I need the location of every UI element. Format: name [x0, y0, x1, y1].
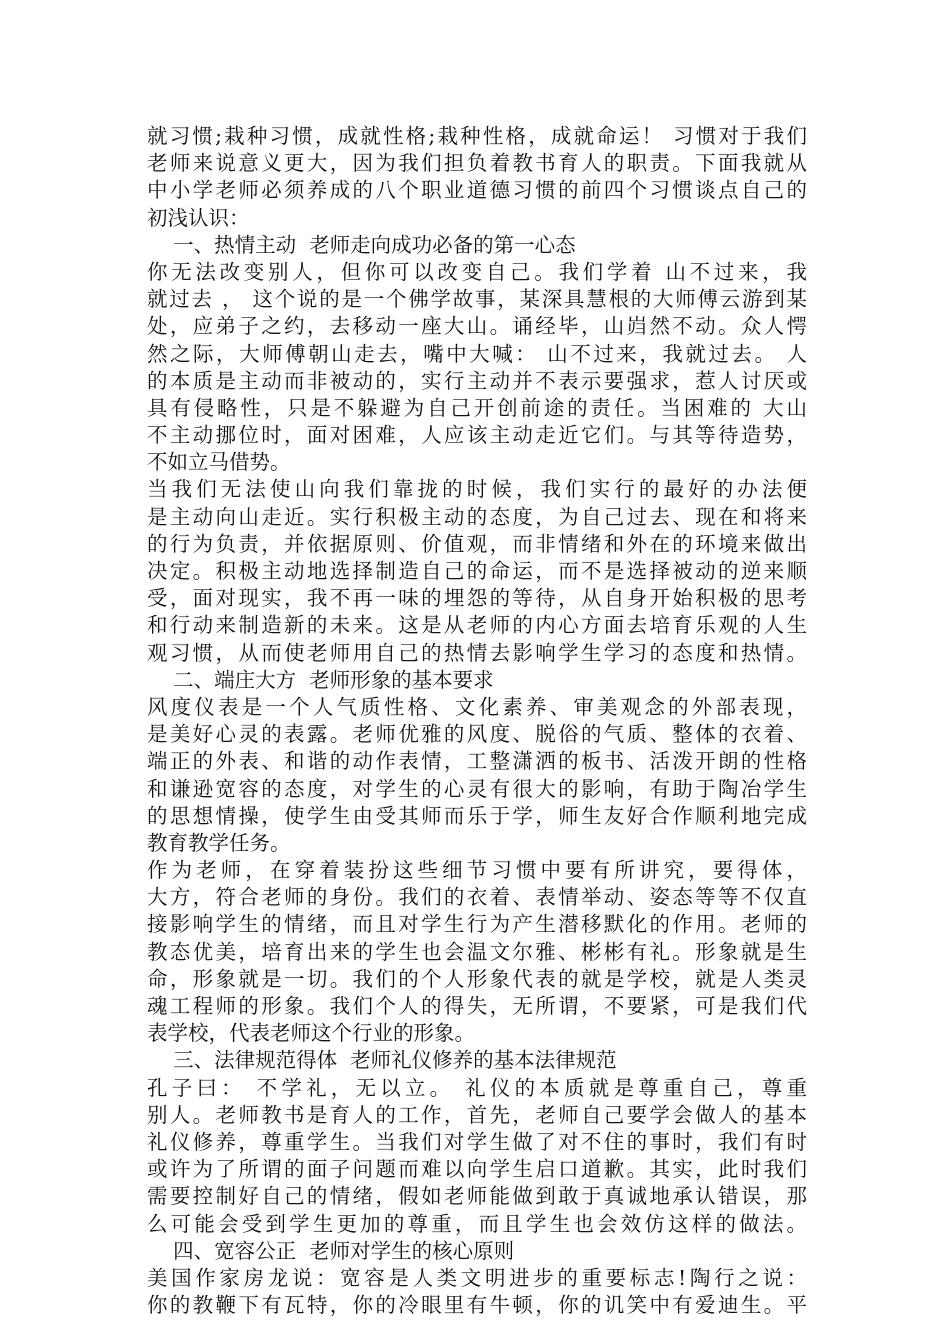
text-line: 别人。老师教书是育人的工作，首先，老师自己要学会做人的基本: [147, 1102, 807, 1127]
text-line: 作为老师，在穿着装扮这些细节习惯中要有所讲究，要得体，: [147, 858, 807, 883]
text-line: 初浅认识：: [147, 205, 250, 230]
text-line: 孔子曰： 不学礼，无以立。 礼仪的本质就是尊重自己，尊重: [147, 1075, 807, 1100]
body-text: [147, 123, 807, 1319]
text-line: 大方，符合老师的身份。我们的衣着、表情举动、姿态等等不仅直: [147, 885, 807, 910]
text-line: 礼仪修养，尊重学生。当我们对学生做了对不住的事时，我们有时: [147, 1129, 807, 1154]
text-line: 的行为负责，并依据原则、价值观，而非情绪和外在的环境来做出: [147, 531, 807, 556]
text-line: 然之际，大师傅朝山走去，嘴中大喊： 山不过来，我就过去。 人: [147, 341, 807, 366]
text-line: 或许为了所谓的面子问题而难以向学生启口道歉。其实，此时我们: [147, 1157, 807, 1182]
text-line: 四、宽容公正 老师对学生的核心原则: [147, 1238, 515, 1263]
text-line: 教育教学任务。: [147, 830, 291, 855]
text-line: 魂工程师的形象。我们个人的得失，无所谓，不要紧，可是我们代: [147, 994, 807, 1018]
text-line: 的思想情操，使学生由受其师而乐于学，师生友好合作顺利地完成: [147, 803, 807, 828]
text-line: 命，形象就是一切。我们的个人形象代表的就是学校，就是人类灵: [147, 966, 807, 991]
text-line: 受，面对现实，我不再一味的埋怨的等待，从自身开始积极的思考: [147, 586, 807, 611]
text-line: 接影响学生的情绪，而且对学生行为产生潜移默化的作用。老师的: [147, 912, 807, 937]
text-line: 需要控制好自己的情绪，假如老师能做到敢于真诚地承认错误，那: [147, 1184, 807, 1209]
text-line: 美国作家房龙说：宽容是人类文明进步的重要标志!陶行之说：: [147, 1265, 807, 1290]
text-line: 二、端庄大方 老师形象的基本要求: [147, 667, 494, 692]
text-line: 处，应弟子之约，去移动一座大山。诵经毕，山岿然不动。众人愕: [147, 314, 807, 339]
text-line: 你无法改变别人，但你可以改变自己。我们学着 山不过来，我: [147, 259, 807, 284]
text-line: 教态优美，培育出来的学生也会温文尔雅、彬彬有礼。形象就是生: [147, 939, 807, 964]
text-line: 三、法律规范得体 老师礼仪修养的基本法律规范: [147, 1048, 617, 1073]
text-line: 不如立马借势。: [147, 450, 291, 475]
text-line: 老师来说意义更大，因为我们担负着教书育人的职责。下面我就从: [147, 151, 807, 176]
text-line: 就过去 ， 这个说的是一个佛学故事，某深具慧根的大师傅云游到某: [147, 287, 807, 312]
text-line: 和行动来制造新的未来。这是从老师的内心方面去培育乐观的人生: [147, 613, 807, 638]
text-line: 决定。积极主动地选择制造自己的命运，而不是选择被动的逆来顺: [147, 559, 807, 583]
text-line: 具有侵略性，只是不躲避为自己开创前途的责任。当困难的 大山: [147, 395, 807, 420]
text-line: 你的教鞭下有瓦特，你的冷眼里有牛顿，你的讥笑中有爱迪生。平: [147, 1293, 807, 1318]
text-line: 一、热情主动 老师走向成功必备的第一心态: [147, 232, 576, 257]
text-line: 观习惯，从而使老师用自己的热情去影响学生学习的态度和热情。: [147, 640, 807, 665]
text-line: 端正的外表、和谐的动作表情，工整潇洒的板书、活泼开朗的性格: [147, 749, 807, 774]
text-line: 和谦逊宽容的态度，对学生的心灵有很大的影响，有助于陶冶学生: [147, 776, 807, 801]
text-line: 就习惯;栽种习惯，成就性格;栽种性格，成就命运！ 习惯对于我们: [147, 124, 807, 148]
text-line: 风度仪表是一个人气质性格、文化素养、审美观念的外部表现，: [147, 694, 807, 719]
text-line: 中小学老师必须养成的八个职业道德习惯的前四个习惯谈点自己的: [147, 178, 807, 203]
text-line: 么可能会受到学生更加的尊重，而且学生也会效仿这样的做法。: [147, 1211, 807, 1236]
text-line: 不主动挪位时，面对困难，人应该主动走近它们。与其等待造势，: [147, 423, 807, 448]
text-line: 的本质是主动而非被动的，实行主动并不表示要强求，惹人讨厌或: [147, 368, 807, 393]
text-line: 当我们无法使山向我们靠拢的时候，我们实行的最好的办法便: [147, 477, 807, 502]
text-line: 表学校，代表老师这个行业的形象。: [147, 1021, 475, 1046]
text-line: 是主动向山走近。实行积极主动的态度，为自己过去、现在和将来: [147, 504, 807, 529]
text-line: 是美好心灵的表露。老师优雅的风度、脱俗的气质、整体的衣着、: [147, 722, 807, 747]
